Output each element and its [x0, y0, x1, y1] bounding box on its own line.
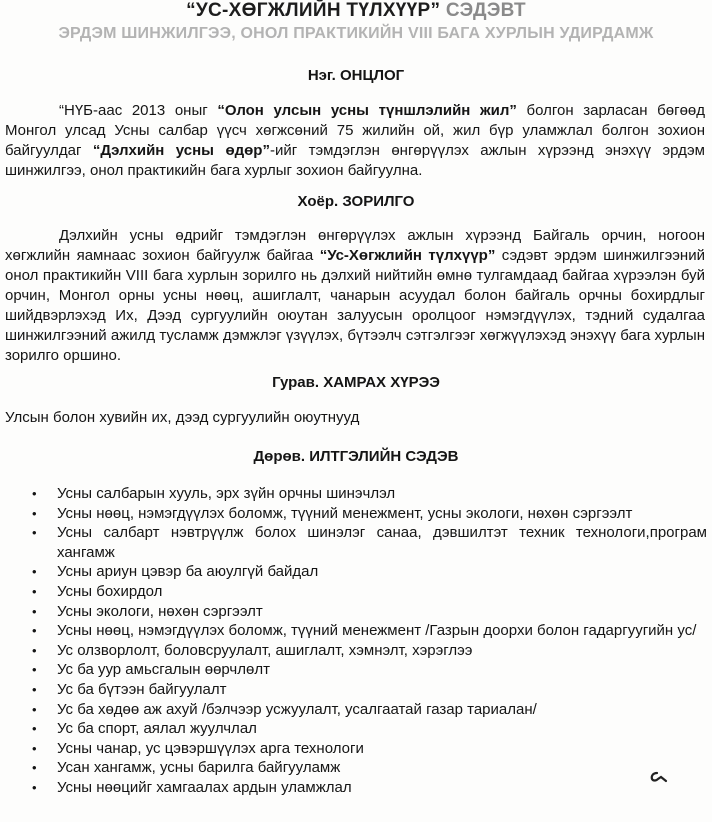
- topic-list-item: [0, 484, 712, 504]
- topic-item-text: Ус ба хөдөө аж ахуй /бэлчээр усжуулалт, усалгаатай газар тариалан/: [57, 700, 537, 718]
- topic-list-item: [0, 523, 712, 562]
- pen-mark-icon: [648, 770, 670, 784]
- topic-list-item: [0, 582, 712, 602]
- bullet-icon: •: [32, 486, 37, 501]
- topic-item-text: Усан хангамж, усны барилга байгууламж: [57, 759, 341, 777]
- topic-item-text: Ус ба уур амьсгалын өөрчлөлт: [57, 661, 270, 679]
- topic-list-item: [0, 758, 712, 778]
- section-goal-paragraph: [5, 226, 705, 366]
- goal-text-a: Дэлхийн усны өдрийг тэмдэглэн өнгөрүүлэх ажлын хүрээнд Байгаль орчин, ногоон хөгжлийн яамнаас зохион байгуулж байгаа: [5, 227, 705, 264]
- bullet-icon: •: [32, 662, 37, 678]
- topic-item-text: Усны чанар, ус цэвэршүүлэх арга технологи: [57, 739, 364, 757]
- bullet-icon: •: [32, 603, 37, 619]
- section-heading-features: Нэг. ОНЦЛОГ: [307, 67, 405, 84]
- topic-item-text: Усны салбарын хууль, эрх зүйн орчны шинэчлэл: [57, 485, 396, 502]
- topic-list-item: [0, 621, 712, 641]
- bullet-icon: •: [32, 525, 37, 541]
- features-text-c: болгон зарласан бөгөөд Монгол улсад Усны салбар үүсч хөгжсөний 75 жилийн ой, жил бүр уламжлал болгон зохион байгуулдаг: [5, 102, 706, 159]
- topic-item-text: Усны нөөцийг хамгаалах ардын уламжлал: [57, 778, 352, 796]
- topics-list: [0, 484, 712, 798]
- topic-item-text: Ус олзворлолт, боловсруулалт, ашиглалт, хэмнэлт, хэрэглээ: [57, 641, 473, 659]
- topic-list-item: [0, 641, 712, 661]
- topic-list-item: [0, 660, 712, 680]
- topic-item-text: Усны салбарт нэвтрүүлж болох шинэлэг санаа, дэвшилтэт техник технологи,програм хангамж: [57, 524, 707, 561]
- bullet-icon: •: [32, 681, 37, 697]
- bullet-icon: •: [32, 760, 37, 776]
- section-scope-text: Улсын болон хувийн их, дээд сургуулийн оюутнууд: [5, 409, 360, 426]
- topic-item-text: Усны бохирдол: [57, 582, 163, 600]
- topic-list-item: [0, 700, 712, 720]
- features-text-a: “НҮБ-аас 2013 оныг: [59, 102, 218, 119]
- bullet-icon: •: [32, 721, 37, 737]
- topic-list-item: [0, 778, 712, 798]
- features-text-e: -ийг тэмдэглэн өнгөрүүлэх ажлын хүрээнд энэхүү эрдэм шинжилгээ, онол практикийн бага хурлыг зохион байгуулна.: [5, 142, 705, 179]
- topic-list-item: [0, 562, 712, 582]
- bullet-icon: •: [32, 564, 37, 580]
- bullet-icon: •: [32, 779, 37, 795]
- goal-text-c: сэдэвт эрдэм шинжилгээний онол практикийн VIII бага хурлын зорилго нь дэлхий нийтийн өмнө тулгамдаад байгаа хүрээлэн буй орчин, Монгол орны усны нөөц, ашиглалт, чанарын асуудал болон байгаль орчны бохирдлыг шийдвэрлэхэд Их, Дээд сургуулийн оюутан залуусын оролцоог нэмэгдүүлэх, тэдний судалгаа шинжилгээний ажилд тусламж дэмжлэг үзүүлэх, бүтээлч сэтгэлгээг хөгжүүлэхэд энэхүү бага хурлын зорилго оршино.: [5, 247, 705, 364]
- bullet-icon: •: [32, 583, 37, 599]
- document-subtitle: ЭРДЭМ ШИНЖИЛГЭЭ, ОНОЛ ПРАКТИКИЙН VIII БАГА ХУРЛЫН УДИРДАМЖ: [58, 25, 654, 42]
- document-title-main: “УС-ХӨГЖЛИЙН ТҮЛХҮҮР”: [186, 0, 441, 21]
- bullet-icon: •: [32, 623, 37, 639]
- section-heading-topics: Дөрөв. ИЛТГЭЛИЙН СЭДЭВ: [253, 448, 459, 465]
- topic-list-item: [0, 680, 712, 700]
- topic-item-text: Усны ариун цэвэр ба аюулгүй байдал: [57, 563, 319, 581]
- bullet-icon: •: [32, 740, 37, 756]
- topic-list-item: [0, 504, 712, 524]
- bullet-icon: •: [32, 505, 37, 521]
- features-text-d: “Дэлхийн усны өдөр”: [92, 142, 270, 159]
- topic-item-text: Ус ба спорт, аялал жуулчлал: [57, 720, 257, 738]
- features-text-b: “Олон улсын усны түншлэлийн жил”: [217, 102, 517, 119]
- topic-item-text: Усны нөөц, нэмэгдүүлэх боломж, түүний менежмент /Газрын доорхи болон гадаргуугийн ус/: [57, 622, 697, 640]
- topic-item-text: Усны экологи, нөхөн сэргээлт: [57, 602, 263, 620]
- topic-item-text: Усны нөөц, нэмэгдүүлэх боломж, түүний менежмент, усны экологи, нөхөн сэргээлт: [57, 504, 633, 522]
- bullet-icon: •: [32, 701, 37, 717]
- bullet-icon: •: [32, 642, 37, 658]
- topic-item-text: Ус ба бүтээн байгуулалт: [57, 680, 227, 698]
- goal-text-b: “Ус-Хөгжлийн түлхүүр”: [319, 247, 496, 264]
- section-heading-scope: Гурав. ХАМРАХ ХҮРЭЭ: [272, 374, 440, 391]
- topic-list-item: [0, 739, 712, 759]
- document-title: [0, 0, 712, 22]
- section-heading-goal: Хоёр. ЗОРИЛГО: [297, 193, 415, 210]
- document-title-tail: СЭДЭВТ: [440, 0, 526, 21]
- topic-list-item: [0, 719, 712, 739]
- topic-list-item: [0, 602, 712, 622]
- section-features-paragraph: [5, 101, 705, 181]
